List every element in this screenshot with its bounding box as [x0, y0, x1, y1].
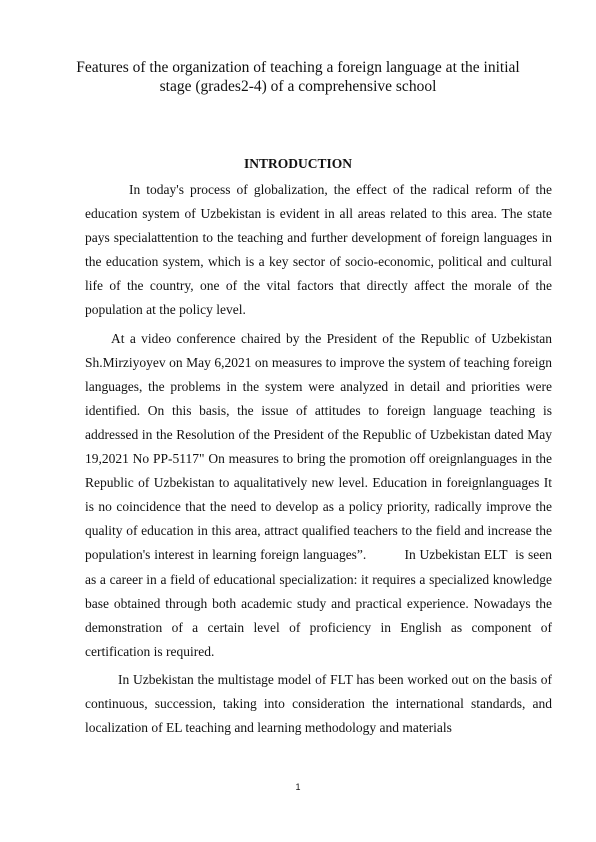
document-body	[85, 178, 552, 744]
paragraph-video-conference: At a video conference chaired by the President of the Republic of Uzbekistan Sh.Mirziyoyev on May 6,2021 on measures to improve the system of teaching foreign languages, the problems in the system were analyzed in detail and priorities were identified. On this basis, the issue of attitudes to foreign language teaching is addressed in the Resolution of the President of the Republic of Uzbekistan dated May 19,2021 No PP-5117" On measures to bring the promotion off oreignlanguages in the Republic of Uzbekistan to aqualitatively new level. Education in foreignlanguages It is no coincidence that the need to develop as a policy priority, radically improve the quality of education in this area, attract qualified teachers to the field and increase the population's interest in learning foreign languages”. In Uzbekistan ELT is seen as a career in a field of educational specialization: it requires a specialized knowledge base obtained through both academic study and practical experience. Nowadays the demonstration of a certain level of proficiency in English as component of certification is required.	[85, 330, 552, 659]
paragraph-multistage-model: In Uzbekistan the multistage model of FLT has been worked out on the basis of continuous, succession, taking into consideration the international standards, and localization of EL teaching and learning methodology and materials	[85, 671, 552, 736]
page-number: 1	[295, 782, 301, 792]
section-heading: INTRODUCTION	[243, 156, 352, 171]
paragraph-globalization: In today's process of globalization, the effect of the radical reform of the education system of Uzbekistan is evident in all areas related to this area. The state pays specialattention to the teaching and further development of foreign languages in the education system, which is a key sector of socio-economic, political and cultural life of the country, one of the vital factors that directly affect the morale of the population at the policy level.	[85, 182, 552, 318]
document-title: Features of the organization of teaching a foreign language at the initial stage (grades2-4) of a comprehensive school	[76, 59, 520, 95]
